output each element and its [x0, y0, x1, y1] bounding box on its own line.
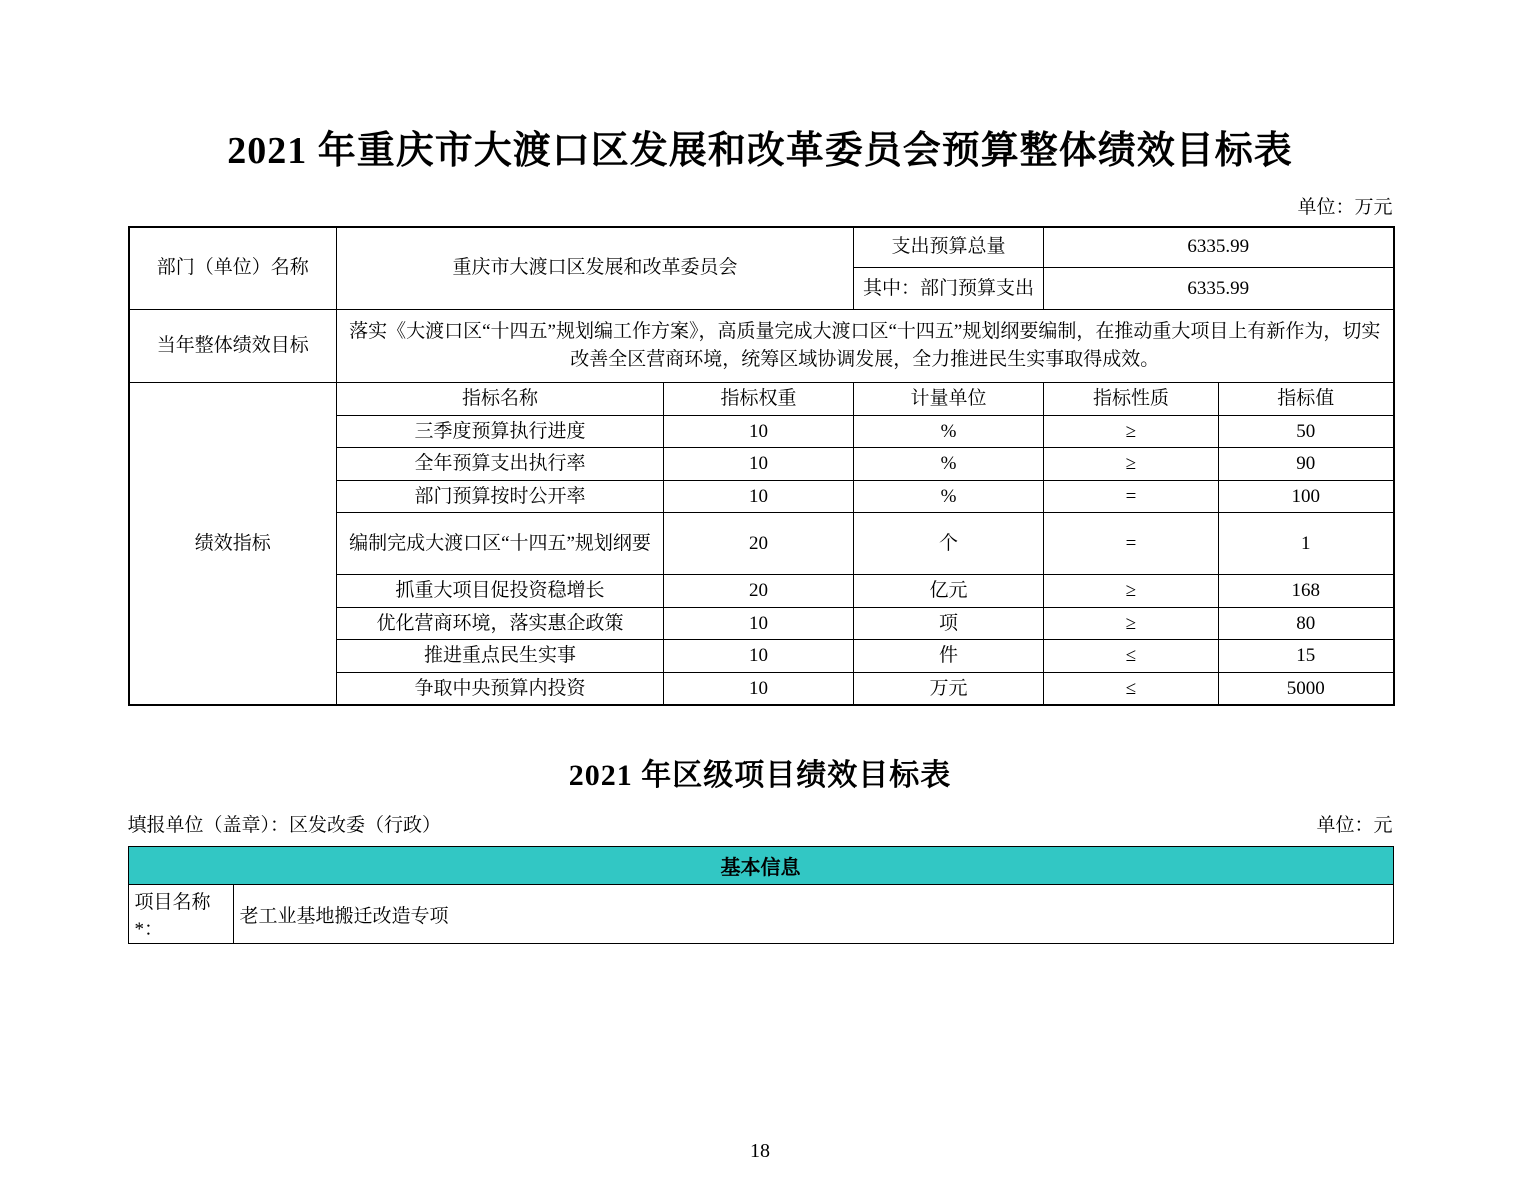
- basic-info-header-row: [128, 847, 1393, 885]
- col-header-weight: 指标权重: [664, 383, 854, 416]
- basic-info-header: 基本信息: [128, 847, 1393, 885]
- project-meta-row: [128, 810, 1393, 837]
- indicator-value: 5000: [1219, 672, 1394, 705]
- indicator-weight: 20: [664, 575, 854, 608]
- overall-performance-table: [128, 226, 1395, 707]
- indicator-value: 90: [1219, 448, 1394, 481]
- indicator-property: ≥: [1044, 448, 1219, 481]
- indicator-weight: 10: [664, 640, 854, 673]
- indicator-property: =: [1044, 480, 1219, 513]
- indicator-value: 168: [1219, 575, 1394, 608]
- annual-goal-label: 当年整体绩效目标: [129, 310, 337, 383]
- indicator-name: 编制完成大渡口区“十四五”规划纲要: [337, 513, 664, 575]
- indicator-name: 部门预算按时公开率: [337, 480, 664, 513]
- indicator-property: ≥: [1044, 415, 1219, 448]
- indicator-name: 三季度预算执行进度: [337, 415, 664, 448]
- project-name-label: 项目名称*：: [128, 885, 233, 944]
- filler-unit-note: 填报单位（盖章）：区发改委（行政）: [127, 815, 442, 837]
- budget-total-label: 支出预算总量: [854, 227, 1044, 268]
- indicator-value: 50: [1219, 415, 1394, 448]
- basic-info-table: [128, 846, 1394, 944]
- indicator-unit: 万元: [854, 672, 1044, 705]
- indicator-weight: 10: [664, 448, 854, 481]
- indicator-unit: 件: [854, 640, 1044, 673]
- project-name-value: 老工业基地搬迁改造专项: [233, 885, 1393, 944]
- indicator-value: 100: [1219, 480, 1394, 513]
- section-title-project: 2021 年区级项目绩效目标表: [568, 759, 952, 793]
- indicator-header-row: [129, 383, 1394, 416]
- indicator-unit: %: [854, 415, 1044, 448]
- table-row: [129, 227, 1394, 268]
- table-row: [129, 310, 1394, 383]
- indicator-name: 争取中央预算内投资: [337, 672, 664, 705]
- page-number: 18: [750, 1140, 770, 1162]
- indicator-unit: %: [854, 480, 1044, 513]
- indicator-unit: 个: [854, 513, 1044, 575]
- annual-goal-value: 落实《大渡口区“十四五”规划编工作方案》，高质量完成大渡口区“十四五”规划纲要编制，在推动重大项目上有新作为，切实改善全区营商环境，统筹区域协调发展，全力推进民生实事取得成效。: [337, 310, 1394, 383]
- indicator-weight: 10: [664, 607, 854, 640]
- col-header-indicator-name: 指标名称: [337, 383, 664, 416]
- budget-total-value: 6335.99: [1044, 227, 1394, 268]
- col-header-unit: 计量单位: [854, 383, 1044, 416]
- document-page: [128, 128, 1393, 944]
- indicator-property: =: [1044, 513, 1219, 575]
- budget-dept-value: 6335.99: [1044, 268, 1394, 310]
- indicator-name: 优化营商环境，落实惠企政策: [337, 607, 664, 640]
- indicator-value: 1: [1219, 513, 1394, 575]
- indicator-name: 抓重大项目促投资稳增长: [337, 575, 664, 608]
- col-header-value: 指标值: [1219, 383, 1394, 416]
- indicator-property: ≥: [1044, 575, 1219, 608]
- indicator-property: ≤: [1044, 640, 1219, 673]
- indicator-name: 全年预算支出执行率: [337, 448, 664, 481]
- indicator-unit: 亿元: [854, 575, 1044, 608]
- indicators-label: 绩效指标: [129, 383, 337, 706]
- indicator-value: 80: [1219, 607, 1394, 640]
- indicator-weight: 10: [664, 480, 854, 513]
- dept-name-value: 重庆市大渡口区发展和改革委员会: [337, 227, 854, 310]
- indicator-name: 推进重点民生实事: [337, 640, 664, 673]
- indicator-property: ≤: [1044, 672, 1219, 705]
- page-title: 2021 年重庆市大渡口区发展和改革委员会预算整体绩效目标表: [227, 130, 1293, 172]
- indicator-weight: 20: [664, 513, 854, 575]
- indicator-weight: 10: [664, 672, 854, 705]
- dept-name-label: 部门（单位）名称: [129, 227, 337, 310]
- indicator-property: ≥: [1044, 607, 1219, 640]
- col-header-property: 指标性质: [1044, 383, 1219, 416]
- indicator-unit: 项: [854, 607, 1044, 640]
- indicator-unit: %: [854, 448, 1044, 481]
- unit-note-yuan: 单位：元: [1316, 815, 1393, 837]
- project-name-row: [128, 885, 1393, 944]
- unit-note-wanyuan: 单位：万元: [1297, 196, 1393, 218]
- indicator-value: 15: [1219, 640, 1394, 673]
- indicator-weight: 10: [664, 415, 854, 448]
- budget-dept-label: 其中：部门预算支出: [854, 268, 1044, 310]
